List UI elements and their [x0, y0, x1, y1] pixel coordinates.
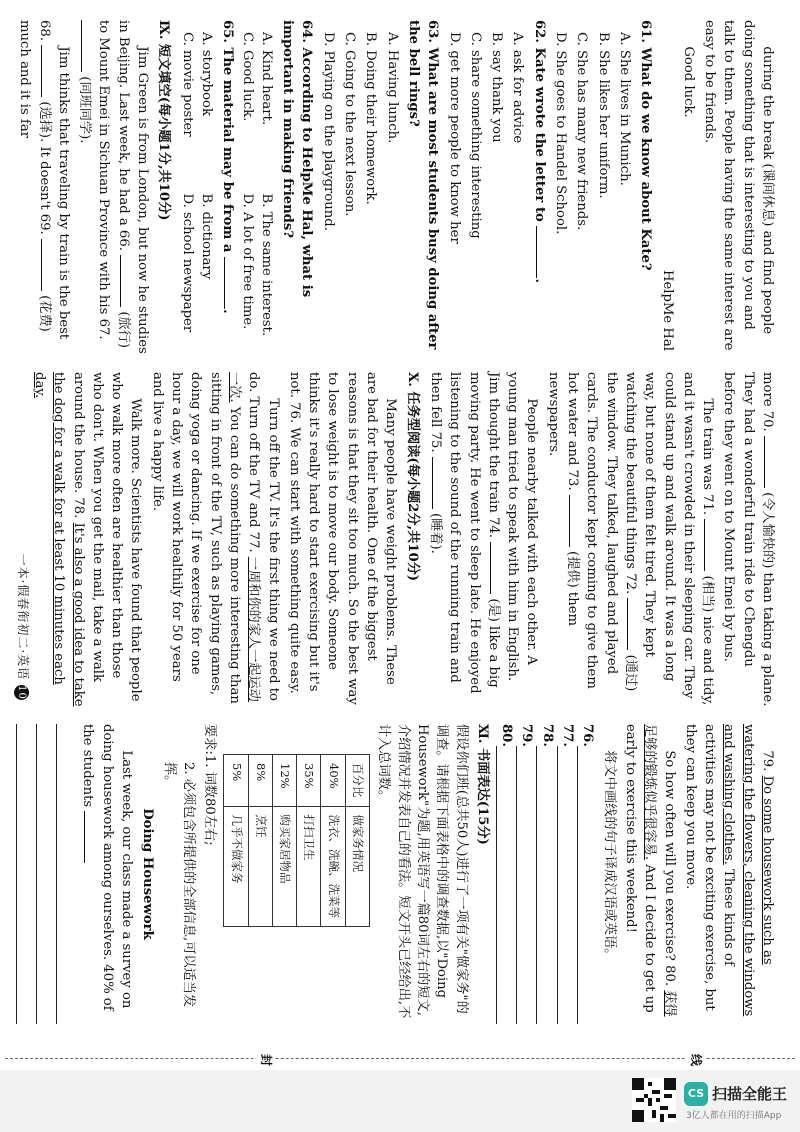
table-row: 5% 几乎不做家务 [224, 755, 248, 927]
column-2 [28, 372, 777, 707]
question-63: 63. What are most students busy doing after the bell rings? [405, 20, 441, 350]
cloze-paragraph-1: Jim Green is from London, but now he studies in Beijing. Last week, he had a 66. (旅行) to Mount Emei in Sichuan Province with his 67. (同班同学). [77, 20, 151, 354]
option-61c: C. She has many new friends. [574, 32, 590, 231]
requirement-1: 要求:1. 词数80左右; [202, 724, 218, 846]
qr-code-icon [632, 1078, 676, 1122]
option-62c: C. share something interesting [467, 32, 483, 239]
question-62: 62. Kate wrote the letter to . [531, 20, 547, 284]
answer-line-76[interactable]: 76. [577, 724, 597, 1024]
option-63b: B. Doing their homework. [363, 32, 379, 205]
option-61a: A. She lives in Munich. [616, 32, 632, 186]
table-row: 40% 洗衣、洗碗、洗菜等 [321, 755, 345, 927]
option-63a: A. Having lunch. [384, 32, 400, 144]
cloze-paragraph-5: People nearby talked with each other. A young man tried to speak with him in English. Jim thought the train 74. (是) like a big moving party. He went to sleep late. He enjoyed listening to the sound of the running train and then fell 75. (睡着). [427, 372, 540, 694]
page-number: 10 [16, 685, 28, 700]
option-61d: D. She goes to Handel School. [553, 32, 569, 235]
cloze-paragraph-3: more 70. (令人愉快的) than taking a plane. They had a wonderful train ride to Chengdu before they went on to Mount Emei by bus. [721, 372, 775, 707]
brand-subtitle: 3亿人都在用的扫描App [686, 1111, 782, 1121]
cut-label-xian: 线 [686, 1054, 705, 1066]
column-3 [0, 724, 777, 1024]
options-65ab: A. storybook B. dictionary [198, 32, 214, 280]
answer-line-79[interactable]: 79. [516, 724, 536, 1024]
answer-line-80[interactable]: 80. [496, 724, 516, 1024]
option-62d: D. get more people to know her [446, 32, 462, 244]
rotated-worksheet [5, 0, 795, 1066]
survey-table [223, 754, 370, 927]
page-footer [13, 20, 32, 700]
question-64: 64. According to HelpMe Hal, what is important in making friends? [280, 20, 315, 298]
reading-paragraph-5: So how often will you exercise? 80. 获得足够的锻炼似乎很容易. And I decide to get up early to exercise this weekend! [622, 724, 677, 1017]
cs-logo-icon: CS [684, 1082, 708, 1106]
option-62a: A. ask for advice [510, 32, 526, 144]
essay-start: Last week, our class made a survey on doing housework among ourselves. 40% of the students [80, 724, 135, 1011]
requirement-2: 2. 必须包含所提供的全部信息,可以适当发挥。 [161, 762, 196, 1008]
cut-label-feng: 封 [256, 1054, 275, 1066]
option-63d: D. Playing on the playground. [320, 32, 336, 231]
question-61: 61. What do we know about Kate? [638, 20, 654, 271]
options-65cd: C. movie poster D. school newspaper [179, 32, 195, 333]
letter-closing: Good luck. [680, 46, 696, 118]
brand-name: 扫描全能王 [712, 1085, 788, 1103]
section-ix-title: Ⅸ. 短文填空(每小题1分,共10分) [156, 20, 172, 221]
options-64cd: C. Good luck. D. A lot of free time. [239, 32, 255, 330]
cloze-paragraph-4: The train was 71. (相当) nice and tidy, and it wasn't crowded in their sleeping car. They could stand up and walk around. It was a long way, but none of them felt tired. They kept watching the beautiful things 72. (通过) the window. They talked, laughed and played cards. The conductor kept coming to give them hot water and 73. (提供) them newspapers. [545, 372, 716, 706]
option-62b: B. say thank you [489, 32, 505, 143]
cut-line [5, 1053, 795, 1066]
answer-line-78[interactable]: 78. [536, 724, 556, 1024]
essay-line[interactable] [16, 724, 36, 1024]
reading-paragraph-2: Turn off the TV. It's the first thing we need to do. Turn off the TV and 77. 一周和你的家人一起运动一次. You can do something more interesting than sitting in front of the TV, such as playing games, doing yoga or dancing. If we exercise for one hour a day, we will work healthily for 50 years and live a happy life. [149, 372, 281, 704]
footer-text: 一本·假春衔初二·英语 [16, 553, 31, 681]
cloze-paragraph-2: Jim thinks that traveling by train is the best 68. (选择). It doesn't 69. (花费) much and it is far [17, 20, 71, 340]
table-row: 8% 烹饪 [248, 755, 272, 927]
column-1 [13, 20, 777, 355]
option-63c: C. Going to the next lesson. [342, 32, 358, 217]
essay-title: Doing Housework [140, 808, 156, 940]
scanner-watermark [632, 1076, 792, 1124]
writing-task: 假设你们班(总共50人)进行了一项有关"做家务"的调查。请根据下面表格中的调查数据,以"Doing Housework"为题,用英语写一篇80词左右的短文,介绍情况并发表自己的看法。短文开头已经给出,不计入总词数。 [376, 724, 469, 1019]
option-61b: B. She likes her uniform. [595, 32, 611, 199]
section-xi-title: Ⅺ. 书面表达(15分) [474, 724, 490, 845]
table-header [345, 755, 369, 927]
reading-paragraph-1: Many people have weight problems. These are bad for their health. One of the biggest reasons is that they sit too much. So the best way to lose weight is to move our body. Someone thinks it's really hard to start exercising but it's not. 76. We can start with something quite easy. [286, 372, 399, 705]
answer-line-77[interactable]: 77. [557, 724, 577, 1024]
options-64ab: A. Kind heart. B. The same interest. [258, 32, 274, 337]
reading-paragraph-3: Walk more. Scientists have found that people who walk more often are healthier than those who don't. When you get the mail, take a walk around the house. 78. It's also a good idea to take the dog for a walk for at least 10 minutes each day. [32, 372, 144, 707]
reading-paragraph-4: 79. Do some housework such as watering the flowers, cleaning the windows and washing clothes. These kinds of activities may not be exciting exercise, but they can keep you move. [682, 724, 775, 1017]
essay-line[interactable] [56, 724, 76, 1024]
table-row: 35% 打扫卫生 [297, 755, 321, 927]
section-x-title: Ⅹ. 任务型阅读(每小题2分,共10分) [404, 372, 420, 582]
header-percent: 百分比 [345, 755, 369, 807]
essay-line[interactable] [36, 724, 56, 1024]
letter-ending: during the break (课间休息) and find people doing something that is interesting to you and talk to them. People having the same interest are easy to be friends. [702, 20, 775, 351]
letter-signature: HelpMe Hal [659, 269, 675, 351]
translation-instruction: 将文中画线的句子译成汉语或英语。 [601, 750, 617, 962]
essay-line[interactable] [0, 724, 16, 1024]
header-activity: 做家务情况 [345, 806, 369, 927]
table-row: 12% 购买家居物品 [272, 755, 296, 927]
question-65: 65. The material may be from a . [220, 20, 236, 314]
